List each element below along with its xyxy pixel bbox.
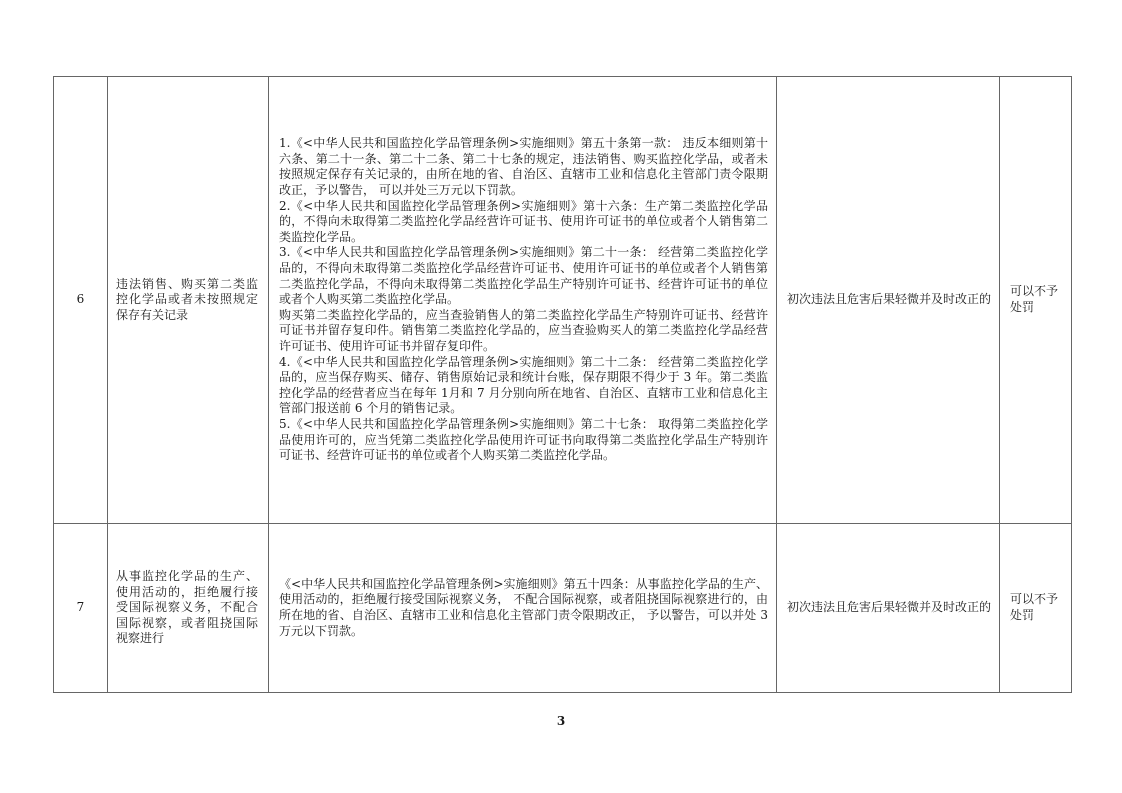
legal-basis-text xyxy=(269,136,776,463)
condition-text: 初次违法且危害后果轻微并及时改正的 xyxy=(787,600,992,615)
table-row xyxy=(54,77,1072,524)
row-number-cell xyxy=(54,524,108,693)
legal-basis-cell xyxy=(269,524,777,693)
condition-text: 初次违法且危害后果轻微并及时改正的 xyxy=(787,292,992,307)
legal-basis-paragraph: 4.《<中华人民共和国监控化学品管理条例>实施细则》第二十二条： 经营第二类监控化学品的，应当保存购买、储存、销售原始记录和统计台账，保存期限不得少于 3 年。第二类监控化学品的经营者应当在每年 1月和 7 月分别向所在地省、自治区、直辖市工业和信息化主管部门报送前 6 个月的销售记录。 xyxy=(279,354,768,416)
violation-act-cell xyxy=(108,524,269,693)
page-number: 3 xyxy=(556,714,566,728)
violation-act-cell xyxy=(108,77,269,524)
condition-cell xyxy=(777,77,1000,524)
row-number: 7 xyxy=(76,600,85,615)
result-cell xyxy=(1000,524,1072,693)
legal-basis-paragraph: 《<中华人民共和国监控化学品管理条例>实施细则》第五十四条：从事监控化学品的生产、使用活动的，拒绝履行接受国际视察义务， 不配合国际视察，或者阻挠国际视察进行的，由所在地的省、自治区、直辖市工业和信息化主管部门责令限期改正， 予以警告，可以并处 3万元以下罚款。 xyxy=(279,576,768,638)
legal-basis-paragraph: 2.《<中华人民共和国监控化学品管理条例>实施细则》第十六条：生产第二类监控化学品的，不得向未取得第二类监控化学品经营许可证书、使用许可证书的单位或者个人销售第二类监控化学品。 xyxy=(279,198,768,244)
legal-basis-paragraph: 购买第二类监控化学品的，应当查验销售人的第二类监控化学品生产特别许可证书、经营许可证书并留存复印件。销售第二类监控化学品的，应当查验购买人的第二类监控化学品经营许可证书、使用许可证书并留存复印件。 xyxy=(279,307,768,353)
table-row xyxy=(54,524,1072,693)
result-cell xyxy=(1000,77,1072,524)
legal-basis-text xyxy=(269,577,776,639)
row-number: 6 xyxy=(76,292,85,307)
condition-cell xyxy=(777,524,1000,693)
row-number-cell xyxy=(54,77,108,524)
result-text: 可以不予处罚 xyxy=(1010,592,1059,622)
legal-basis-cell xyxy=(269,77,777,524)
violation-act-text: 违法销售、购买第二类监控化学品或者未按照规定保存有关记录 xyxy=(116,276,258,322)
result-text: 可以不予处罚 xyxy=(1010,284,1059,314)
penalty-table xyxy=(53,76,1072,693)
violation-act-text: 从事监控化学品的生产、使用活动的，拒绝履行接受国际视察义务，不配合国际视察，或者阻挠国际视察进行 xyxy=(116,569,258,646)
legal-basis-paragraph: 1.《<中华人民共和国监控化学品管理条例>实施细则》第五十条第一款： 违反本细则第十六条、第二十一条、第二十二条、第二十七条的规定，违法销售、购买监控化学品，或者未按照规定保存有关记录的，由所在地的省、自治区、直辖市工业和信息化主管部门责令限期改正，予以警告， 可以并处三万元以下罚款。 xyxy=(279,136,768,198)
legal-basis-paragraph: 3.《<中华人民共和国监控化学品管理条例>实施细则》第二十一条： 经营第二类监控化学品的，不得向未取得第二类监控化学品经营许可证书、使用许可证书的单位或者个人销售第二类监控化学品，不得向未取得第二类监控化学品生产特别许可证书、经营许可证书的单位或者个人购买第二类监控化学品。 xyxy=(279,245,768,307)
legal-basis-paragraph: 5.《<中华人民共和国监控化学品管理条例>实施细则》第二十七条： 取得第二类监控化学品使用许可的，应当凭第二类监控化学品使用许可证书向取得第二类监控化学品生产特别许可证书、经营许可证书的单位或者个人购买第二类监控化学品。 xyxy=(279,416,768,463)
